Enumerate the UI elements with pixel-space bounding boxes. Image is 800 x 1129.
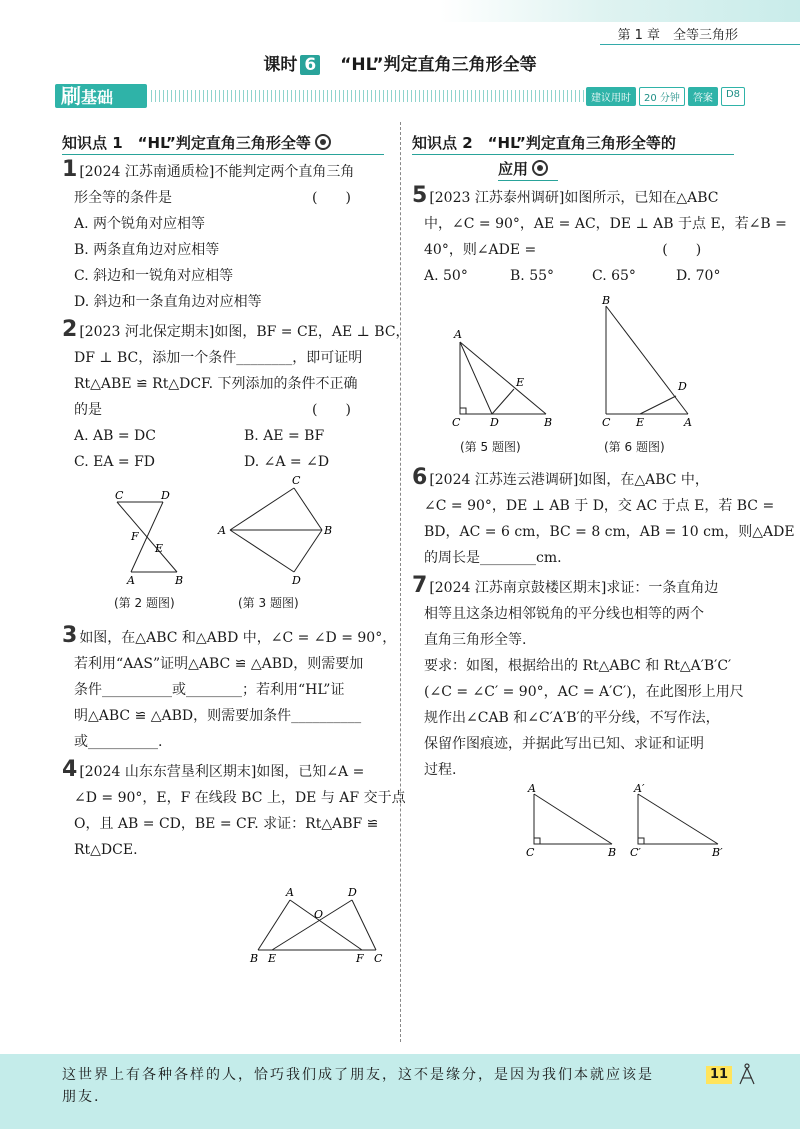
q5-option-c: C. 65° [592, 268, 636, 284]
svg-text:C′: C′ [630, 846, 641, 859]
q3-line-2: 若利用“AAS”证明△ABC ≌ △ABD，则需要加 [74, 656, 364, 672]
q2-line-2: DF ⊥ BC，添加一个条件________，即可证明 [74, 350, 363, 366]
svg-text:A: A [286, 886, 294, 899]
svg-text:B: B [602, 294, 611, 307]
top-decor-strip [0, 0, 800, 22]
svg-text:E: E [268, 952, 277, 965]
q5-line-2: 中，∠C = 90°，AE = AC，DE ⊥ AB 于点 E，若∠B = [424, 216, 787, 232]
q7-line-3: 直角三角形全等. [424, 632, 527, 648]
figure-4 [246, 882, 386, 966]
banner-dotted-line [151, 90, 591, 102]
q1-line-1: 1 [2024 江苏南通质检]不能判定两个直角三角 [62, 157, 355, 182]
q7-line-5: (∠C = ∠C′ = 90°，AC = A′C′)，在此图形上用尺 [424, 684, 744, 700]
svg-text:A: A [684, 416, 692, 429]
q2-option-d: D. ∠A = ∠D [244, 454, 330, 470]
svg-text:A: A [454, 328, 462, 341]
q4-line-3: O，且 AB = CD，BE = CF. 求证：Rt△ABF ≌ [74, 816, 379, 832]
q3-line-3: 条件__________或________；若利用“HL”证 [74, 682, 345, 698]
section-title-1: 知识点 1 “HL”判定直角三角形全等 [62, 132, 331, 153]
lesson-title [0, 50, 800, 75]
svg-text:D: D [348, 886, 357, 899]
svg-text:D: D [161, 489, 170, 502]
target-icon [532, 160, 548, 176]
svg-text:C: C [115, 489, 124, 502]
section-underline [412, 154, 734, 155]
chapter-label: 第 1 章 全等三角形 [617, 28, 738, 43]
svg-text:B: B [175, 574, 184, 587]
svg-text:D: D [678, 380, 687, 393]
section-title-2: 知识点 2 “HL”判定直角三角形全等的 [412, 134, 676, 152]
figure-2-caption: (第 2 题图) [114, 596, 175, 610]
svg-text:B: B [250, 952, 259, 965]
q7-line-8: 过程. [424, 762, 457, 778]
svg-text:O: O [314, 908, 324, 921]
q1-line-2: 形全等的条件是 ( ) [74, 190, 351, 206]
svg-text:C: C [602, 416, 611, 429]
q7-line-7: 保留作图痕迹，并据此写出已知、求证和证明 [424, 736, 704, 752]
figure-7 [516, 780, 736, 862]
target-icon [315, 134, 331, 150]
svg-text:A′: A′ [634, 782, 645, 795]
q4-line-2: ∠D = 90°，E，F 在线段 BC 上，DE 与 AF 交于点 [74, 790, 406, 806]
q6-line-1: 6 [2024 江苏连云港调研]如图，在△ABC 中， [412, 465, 709, 490]
lesson-prefix: 课时 [263, 55, 298, 75]
q2-line-3: Rt△ABE ≌ Rt△DCF. 下列添加的条件不正确 [74, 376, 358, 392]
figure-5 [446, 326, 558, 434]
section-title-2-cont: 应用 [498, 158, 548, 179]
svg-text:F: F [356, 952, 364, 965]
page-number: 11 [706, 1066, 732, 1084]
svg-text:A: A [127, 574, 135, 587]
column-divider [400, 122, 401, 1042]
q7-line-2: 相等且这条边相邻锐角的平分线也相等的两个 [424, 606, 704, 622]
compass-icon [736, 1062, 758, 1086]
svg-text:D: D [490, 416, 499, 429]
svg-text:C: C [292, 474, 301, 487]
footer-quote: 这世界上有各种各样的人，恰巧我们成了朋友，这不是缘分，是因为我们本就应该是 朋友. [62, 1067, 654, 1105]
q4-line-1: 4 [2024 山东东营垦利区期末]如图，已知∠A = [62, 757, 365, 782]
q3-line-5: 或__________. [74, 734, 163, 750]
lesson-title-text: “HL”判定直角三角形全等 [340, 55, 537, 75]
answer-page: D8 [721, 87, 745, 106]
q2-option-c: C. EA = FD [74, 454, 156, 470]
q5-line-3: 40°，则∠ADE = ( ) [424, 242, 702, 258]
figure-6-caption: (第 6 题图) [604, 440, 665, 454]
svg-text:C: C [374, 952, 383, 965]
q2-line-4: 的是 ( ) [74, 402, 351, 418]
svg-text:E: E [155, 542, 164, 555]
figure-3-caption: (第 3 题图) [238, 596, 299, 610]
answer-label: 答案 [688, 87, 718, 106]
q6-line-3: BD，AC = 6 cm，BC = 8 cm，AB = 10 cm，则△ADE [424, 524, 795, 540]
q2-option-b: B. AE = BF [244, 428, 325, 444]
svg-text:D: D [292, 574, 301, 587]
q2-option-a: A. AB = DC [74, 428, 156, 444]
svg-text:A: A [218, 524, 226, 537]
q3-line-4: 明△ABC ≌ △ABD，则需要加条件__________ [74, 708, 362, 724]
q6-line-2: ∠C = 90°，DE ⊥ AB 于 D，交 AC 于点 E，若 BC = [424, 498, 775, 514]
svg-text:E: E [636, 416, 645, 429]
svg-text:B: B [608, 846, 617, 859]
q5-option-a: A. 50° [424, 268, 468, 284]
banner-info [586, 87, 745, 106]
svg-text:B′: B′ [712, 846, 723, 859]
svg-text:C: C [526, 846, 535, 859]
svg-text:B: B [324, 524, 333, 537]
q4-line-4: Rt△DCE. [74, 842, 138, 858]
lesson-number: 6 [300, 55, 320, 75]
figure-2 [105, 488, 205, 588]
q5-option-d: D. 70° [676, 268, 721, 284]
svg-text:A: A [528, 782, 536, 795]
section-banner [55, 84, 745, 108]
svg-text:E: E [516, 376, 525, 389]
q7-line-1: 7 [2024 江苏南京鼓楼区期末]求证：一条直角边 [412, 573, 719, 598]
q7-line-6: 规作出∠CAB 和∠C′A′B′的平分线，不写作法， [424, 710, 720, 726]
q1-option-c: C. 斜边和一锐角对应相等 [74, 268, 234, 284]
q2-line-1: 2 [2023 河北保定期末]如图，BF = CE，AE ⊥ BC， [62, 317, 410, 342]
figure-6 [596, 292, 696, 434]
section-underline [498, 180, 558, 181]
time-label: 建议用时 [586, 87, 636, 106]
svg-text:C: C [452, 416, 461, 429]
banner-tag: 刷基础 [55, 84, 147, 108]
time-value: 20 分钟 [639, 87, 685, 106]
svg-text:B: B [544, 416, 553, 429]
q1-option-d: D. 斜边和一条直角边对应相等 [74, 294, 262, 310]
figure-3 [212, 474, 342, 589]
chapter-rule [600, 44, 800, 45]
q1-option-a: A. 两个锐角对应相等 [74, 216, 206, 232]
q3-line-1: 3 如图，在△ABC 和△ABD 中，∠C = ∠D = 90°， [62, 623, 397, 648]
section-underline [62, 154, 384, 155]
q7-line-4: 要求：如图，根据给出的 Rt△ABC 和 Rt△A′B′C′ [424, 658, 732, 674]
q5-option-b: B. 55° [510, 268, 555, 284]
svg-text:F: F [131, 530, 139, 543]
q1-option-b: B. 两条直角边对应相等 [74, 242, 220, 258]
q5-line-1: 5 [2023 江苏泰州调研]如图所示，已知在△ABC [412, 183, 719, 208]
figure-5-caption: (第 5 题图) [460, 440, 521, 454]
q6-line-4: 的周长是________cm. [424, 550, 562, 566]
